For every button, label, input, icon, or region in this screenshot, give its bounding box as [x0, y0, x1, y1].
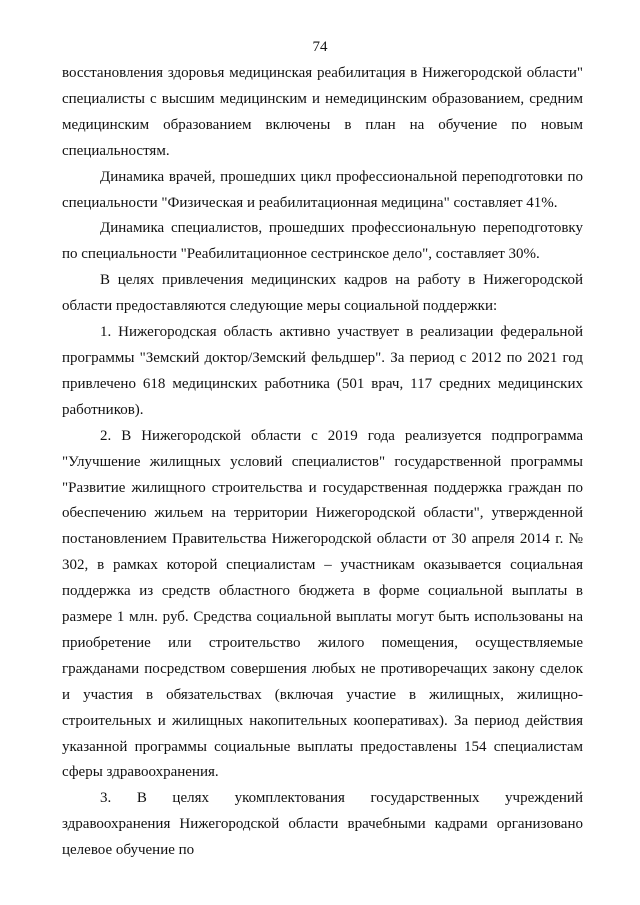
- body-text: [62, 61, 583, 864]
- paragraph-rehab-continuation: восстановления здоровья медицинская реабилитация в Нижегородской области" специалисты с высшим медицинским и немедицинским образованием, средним медицинским образованием включены в план на обучение по новым специальностям.: [62, 65, 583, 159]
- paragraph-social-support-intro: В целях привлечения медицинских кадров на работу в Нижегородской области предоставляются следующие меры социальной поддержки:: [62, 272, 583, 315]
- paragraph-zemsky-doctor: 1. Нижегородская область активно участвует в реализации федеральной программы "Земский доктор/Земский фельдшер". За период с 2012 по 2021 год привлечено 618 медицинских работника (501 врач, 117 средних медицинских работников).: [62, 324, 583, 418]
- paragraph-targeted-training: 3. В целях укомплектования государственных учреждений здравоохранения Нижегородской области врачебными кадрами организовано целевое обучение по: [62, 790, 583, 859]
- paragraph-housing-subprogram: 2. В Нижегородской области с 2019 года реализуется подпрограмма "Улучшение жилищных условий специалистов" государственной программы "Развитие жилищного строительства и государственная поддержка граждан по обеспечению жильем на территории Нижегородской области", утвержденной постановлением Правительства Нижегородской области от 30 апреля 2014 г. № 302, в рамках которой специалистам – участникам оказывается социальная поддержка из средств областного бюджета в форме социальной выплаты в размере 1 млн. руб. Средства социальной выплаты могут быть использованы на приобретение или строительство жилого помещения, осуществляемые гражданами посредством совершения любых не противоречащих закону сделок и участия в обязательствах (включая участие в жилищных, жилищно-строительных и жилищных накопительных кооперативах). За период действия указанной программы социальные выплаты предоставлены 154 специалистам сферы здравоохранения.: [62, 427, 583, 781]
- paragraph-nurses-retraining: Динамика специалистов, прошедших профессиональную переподготовку по специальности "Реабилитационное сестринское дело", составляет 30%.: [62, 220, 583, 263]
- page-number: 74: [312, 39, 328, 55]
- paragraph-doctors-retraining: Динамика врачей, прошедших цикл профессиональной переподготовки по специальности "Физическая и реабилитационная медицина" составляет 41%.: [62, 168, 583, 211]
